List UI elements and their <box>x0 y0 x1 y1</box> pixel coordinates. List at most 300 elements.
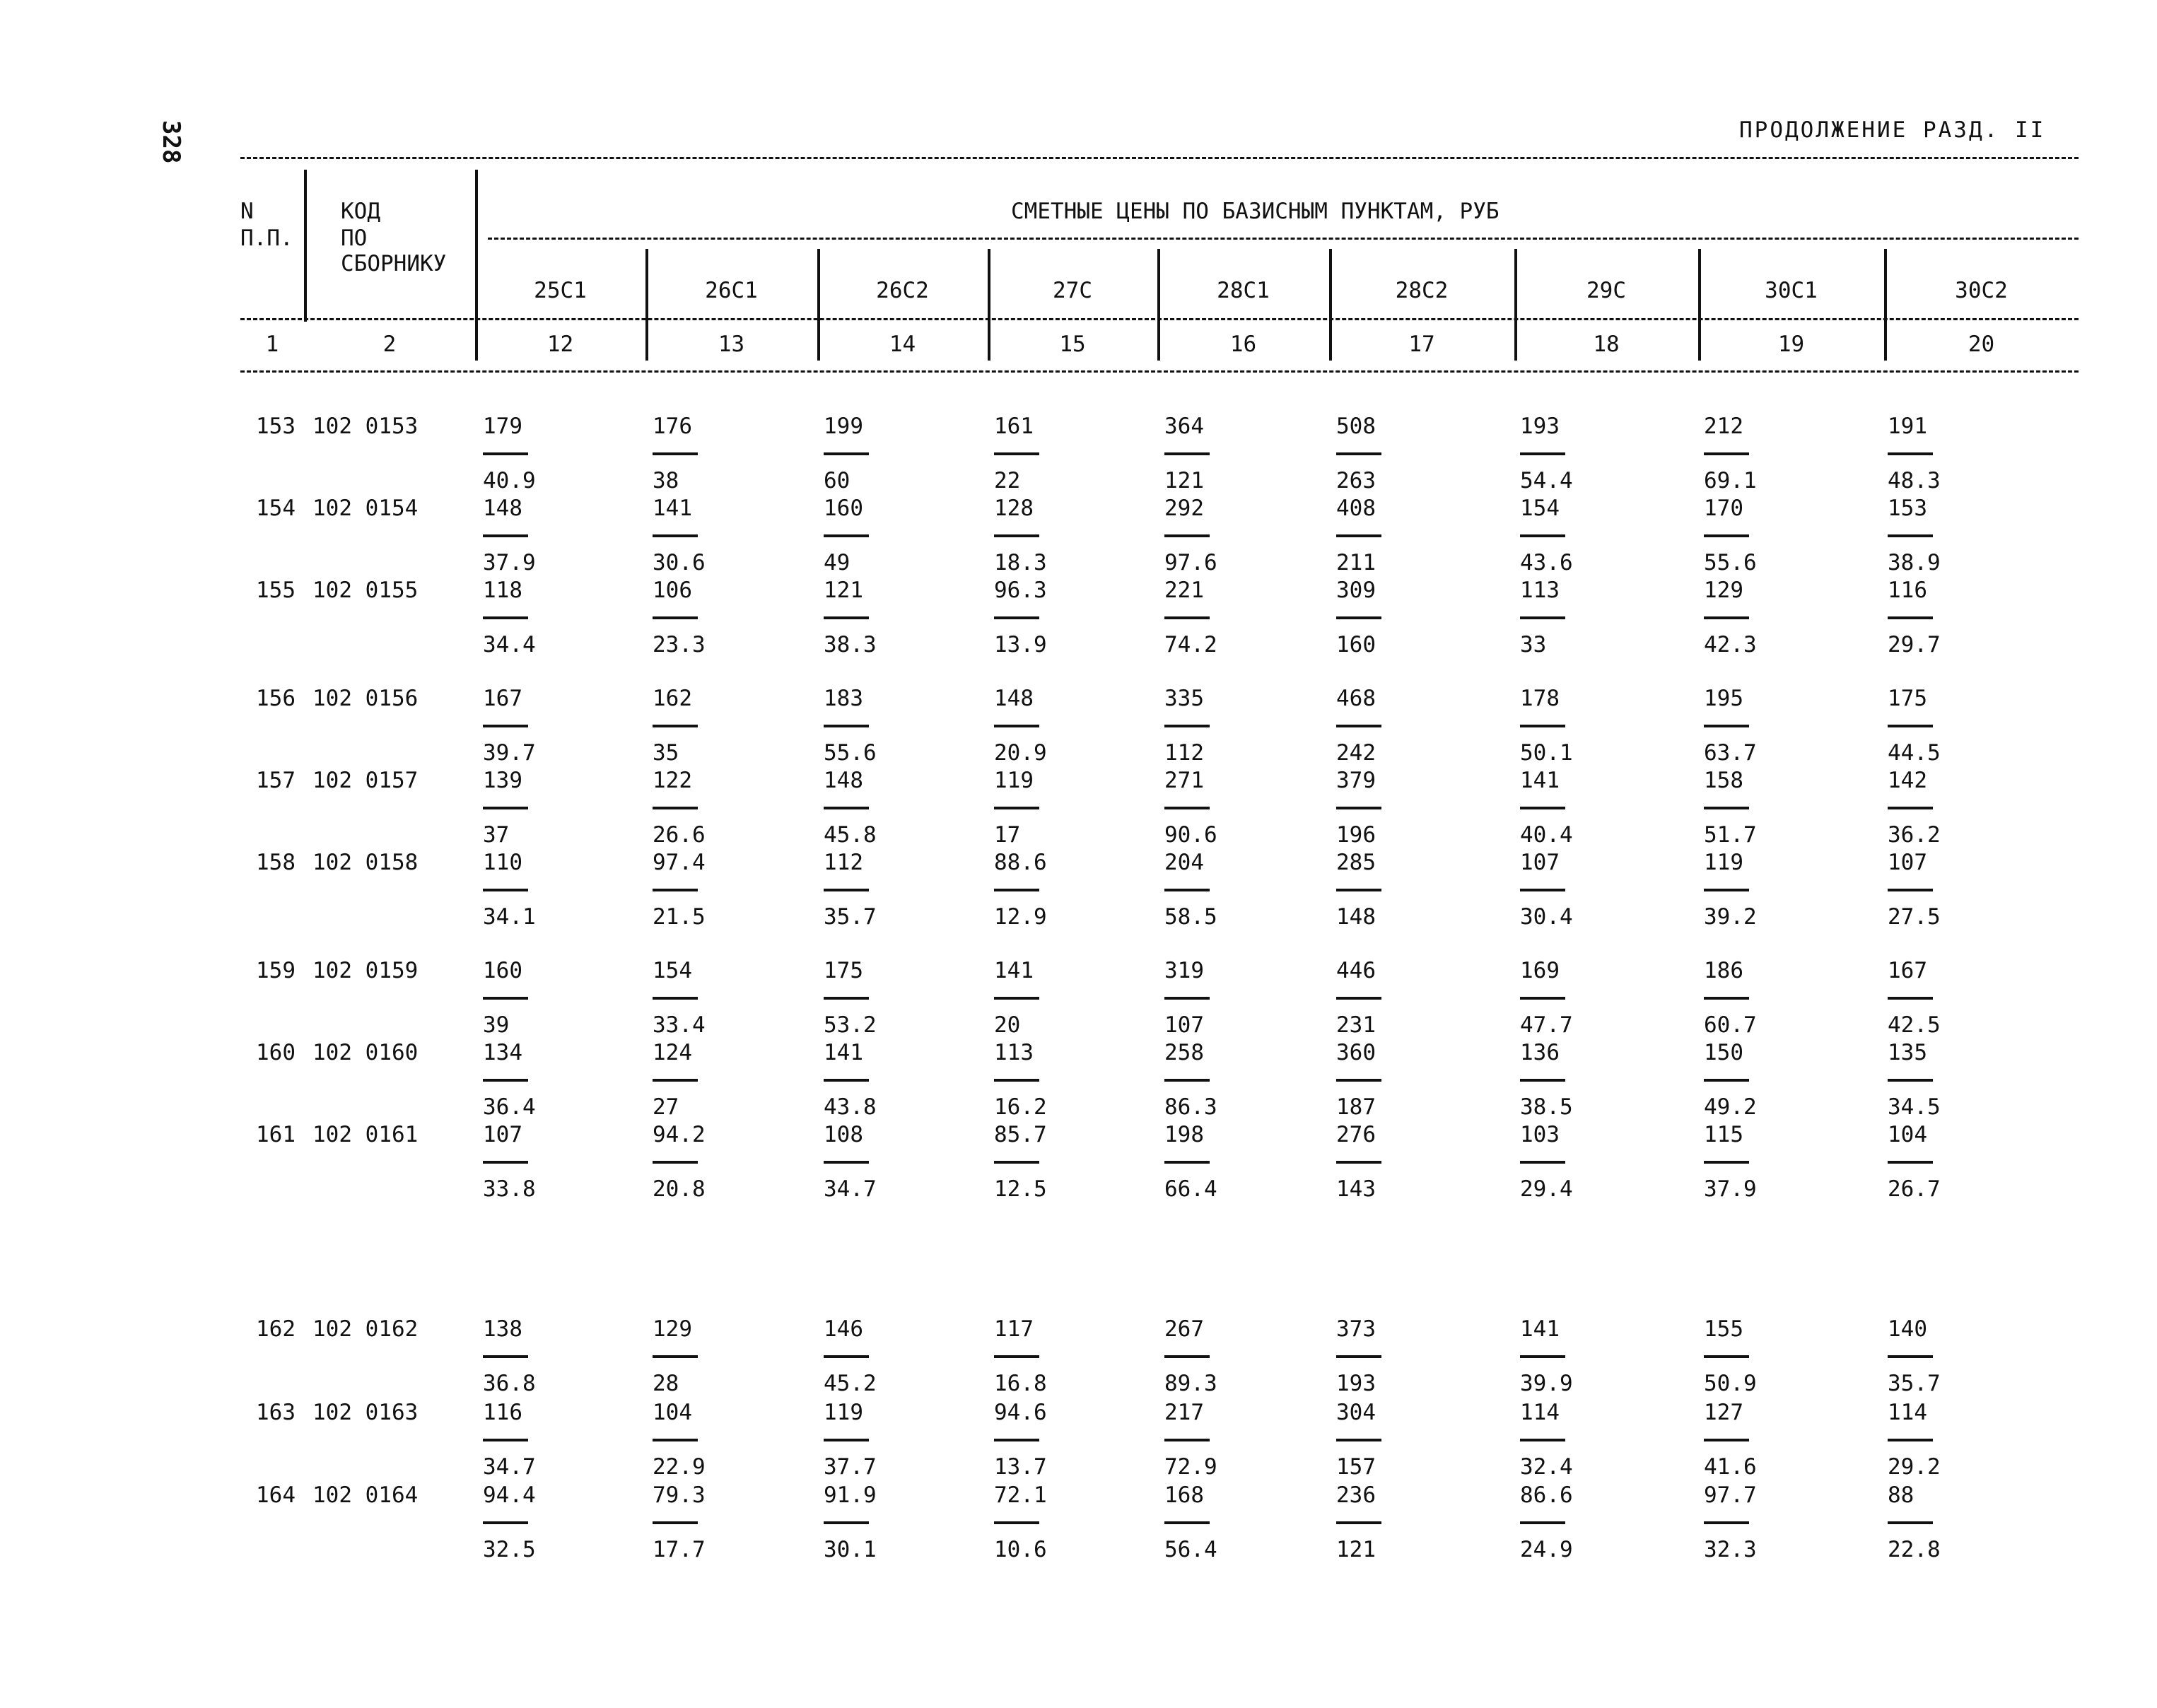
price-bottom-value: 263 <box>1336 468 1376 493</box>
price-bottom-value: 21.5 <box>653 904 706 930</box>
price-bottom-value: 34.7 <box>824 1176 877 1202</box>
price-bottom-value: 69.1 <box>1704 468 1757 493</box>
row-number: 157 <box>256 768 296 793</box>
price-top-value: 195 <box>1704 686 1743 711</box>
price-bottom-value: 29.7 <box>1888 632 1941 657</box>
price-bottom-value: 38.9 <box>1888 550 1941 575</box>
fraction-line <box>1164 807 1210 809</box>
price-bottom-value: 45.8 <box>824 822 877 848</box>
price-bottom-value: 28 <box>653 1371 679 1396</box>
point-header: 25С1 <box>534 278 587 303</box>
price-top-value: 97.7 <box>1704 1482 1757 1508</box>
row-number: 162 <box>256 1316 296 1342</box>
price-bottom-value: 13.7 <box>994 1454 1047 1480</box>
fraction-line <box>1520 1439 1565 1441</box>
price-top-value: 292 <box>1164 496 1204 521</box>
price-bottom-value: 193 <box>1336 1371 1376 1396</box>
fraction-line <box>1164 616 1210 619</box>
row-code: 102 0163 <box>312 1400 419 1425</box>
price-top-value: 191 <box>1888 414 1927 439</box>
price-bottom-value: 42.5 <box>1888 1012 1941 1038</box>
price-bottom-value: 196 <box>1336 822 1376 848</box>
price-top-value: 119 <box>994 768 1034 793</box>
price-bottom-value: 16.8 <box>994 1371 1047 1396</box>
row-code: 102 0158 <box>312 850 419 875</box>
price-top-value: 508 <box>1336 414 1376 439</box>
fraction-line <box>1520 889 1565 891</box>
fraction-line <box>653 725 698 727</box>
fraction-line <box>1888 1161 1933 1164</box>
fraction-line <box>824 1079 869 1082</box>
row-number: 159 <box>256 958 296 983</box>
price-bottom-value: 29.2 <box>1888 1454 1941 1480</box>
column-number: 20 <box>1968 332 1995 357</box>
price-bottom-value: 89.3 <box>1164 1371 1217 1396</box>
price-top-value: 112 <box>824 850 863 875</box>
price-top-value: 153 <box>1888 496 1927 521</box>
fraction-line <box>483 1521 528 1524</box>
price-bottom-value: 27 <box>653 1094 679 1120</box>
price-bottom-value: 30.1 <box>824 1537 877 1562</box>
price-bottom-value: 41.6 <box>1704 1454 1757 1480</box>
fraction-line <box>1888 807 1933 809</box>
fraction-line <box>1520 1161 1565 1164</box>
fraction-line <box>1888 616 1933 619</box>
price-bottom-value: 22.9 <box>653 1454 706 1480</box>
price-top-value: 468 <box>1336 686 1376 711</box>
row-code: 102 0155 <box>312 578 419 603</box>
price-top-value: 276 <box>1336 1122 1376 1147</box>
price-top-value: 141 <box>994 958 1034 983</box>
price-bottom-value: 50.1 <box>1520 740 1573 766</box>
row-number: 154 <box>256 496 296 521</box>
price-top-value: 96.3 <box>994 578 1047 603</box>
column-number: 12 <box>546 332 574 357</box>
fraction-line <box>994 889 1039 891</box>
price-top-value: 154 <box>653 958 692 983</box>
price-top-value: 168 <box>1164 1482 1204 1508</box>
fraction-line <box>1704 1161 1749 1164</box>
fraction-line <box>824 534 869 537</box>
price-bottom-value: 60.7 <box>1704 1012 1757 1038</box>
page-number: 328 <box>157 120 185 164</box>
price-bottom-value: 90.6 <box>1164 822 1217 848</box>
price-bottom-value: 10.6 <box>994 1537 1047 1562</box>
fraction-line <box>824 452 869 455</box>
header-top-rule <box>240 157 2079 159</box>
price-top-value: 141 <box>653 496 692 521</box>
price-bottom-value: 12.5 <box>994 1176 1047 1202</box>
fraction-line <box>1888 1079 1933 1082</box>
price-bottom-value: 33.8 <box>483 1176 536 1202</box>
price-bottom-value: 56.4 <box>1164 1537 1217 1562</box>
price-bottom-value: 39.2 <box>1704 904 1757 930</box>
price-top-value: 335 <box>1164 686 1204 711</box>
row-code: 102 0154 <box>312 496 419 521</box>
fraction-line <box>1164 452 1210 455</box>
fraction-line <box>483 1439 528 1441</box>
price-bottom-value: 49.2 <box>1704 1094 1757 1120</box>
fraction-line <box>1336 616 1381 619</box>
price-top-value: 186 <box>1704 958 1743 983</box>
price-top-value: 148 <box>483 496 522 521</box>
price-bottom-value: 29.4 <box>1520 1176 1573 1202</box>
price-bottom-value: 187 <box>1336 1094 1376 1120</box>
fraction-line <box>1704 616 1749 619</box>
fraction-line <box>1164 889 1210 891</box>
price-top-value: 148 <box>824 768 863 793</box>
price-bottom-value: 231 <box>1336 1012 1376 1038</box>
price-bottom-value: 66.4 <box>1164 1176 1217 1202</box>
price-top-value: 150 <box>1704 1040 1743 1065</box>
price-bottom-value: 39.9 <box>1520 1371 1573 1396</box>
price-top-value: 160 <box>824 496 863 521</box>
price-bottom-value: 34.5 <box>1888 1094 1941 1120</box>
price-top-value: 141 <box>1520 768 1560 793</box>
fraction-line <box>1888 1355 1933 1358</box>
price-bottom-value: 143 <box>1336 1176 1376 1202</box>
fraction-line <box>1520 452 1565 455</box>
price-bottom-value: 74.2 <box>1164 632 1217 657</box>
price-top-value: 115 <box>1704 1122 1743 1147</box>
fraction-line <box>483 534 528 537</box>
column-number: 18 <box>1593 332 1620 357</box>
price-top-value: 85.7 <box>994 1122 1047 1147</box>
price-bottom-value: 38 <box>653 468 679 493</box>
point-header: 27С <box>1053 278 1092 303</box>
fraction-line <box>824 616 869 619</box>
fraction-line <box>653 997 698 1000</box>
point-header: 30С1 <box>1765 278 1818 303</box>
price-bottom-value: 13.9 <box>994 632 1047 657</box>
fraction-line <box>824 1439 869 1441</box>
fraction-line <box>1704 1355 1749 1358</box>
price-top-value: 379 <box>1336 768 1376 793</box>
price-top-value: 285 <box>1336 850 1376 875</box>
fraction-line <box>1336 725 1381 727</box>
fraction-line <box>1888 1521 1933 1524</box>
price-top-value: 178 <box>1520 686 1560 711</box>
price-top-value: 167 <box>1888 958 1927 983</box>
price-top-value: 94.4 <box>483 1482 536 1508</box>
fraction-line <box>1164 534 1210 537</box>
price-top-value: 139 <box>483 768 522 793</box>
prices-title: СМЕТНЫЕ ЦЕНЫ ПО БАЗИСНЫМ ПУНКТАМ, РУБ <box>1011 199 1500 224</box>
row-number: 163 <box>256 1400 296 1425</box>
price-top-value: 408 <box>1336 496 1376 521</box>
fraction-line <box>483 616 528 619</box>
fraction-line <box>1888 452 1933 455</box>
price-bottom-value: 35.7 <box>824 904 877 930</box>
fraction-line <box>1336 1521 1381 1524</box>
fraction-line <box>994 452 1039 455</box>
price-top-value: 175 <box>824 958 863 983</box>
fraction-line <box>1704 534 1749 537</box>
price-bottom-value: 49 <box>824 550 850 575</box>
fraction-line <box>1336 534 1381 537</box>
price-top-value: 129 <box>1704 578 1743 603</box>
col-code-label: ПО <box>341 226 368 251</box>
price-bottom-value: 36.4 <box>483 1094 536 1120</box>
price-top-value: 258 <box>1164 1040 1204 1065</box>
price-bottom-value: 121 <box>1164 468 1204 493</box>
fraction-line <box>994 1521 1039 1524</box>
price-bottom-value: 40.9 <box>483 468 536 493</box>
price-bottom-value: 20.9 <box>994 740 1047 766</box>
price-bottom-value: 37.7 <box>824 1454 877 1480</box>
row-code: 102 0164 <box>312 1482 419 1508</box>
price-bottom-value: 107 <box>1164 1012 1204 1038</box>
price-top-value: 110 <box>483 850 522 875</box>
price-top-value: 122 <box>653 768 692 793</box>
column-number: 13 <box>718 332 745 357</box>
price-bottom-value: 37.9 <box>483 550 536 575</box>
col-code-label: СБОРНИКУ <box>341 251 447 276</box>
row-code: 102 0159 <box>312 958 419 983</box>
price-bottom-value: 20 <box>994 1012 1021 1038</box>
price-top-value: 91.9 <box>824 1482 877 1508</box>
row-code: 102 0160 <box>312 1040 419 1065</box>
price-top-value: 193 <box>1520 414 1560 439</box>
row-number: 158 <box>256 850 296 875</box>
price-bottom-value: 60 <box>824 468 850 493</box>
column-number: 2 <box>382 332 397 357</box>
price-bottom-value: 30.4 <box>1520 904 1573 930</box>
price-bottom-value: 12.9 <box>994 904 1047 930</box>
fraction-line <box>1704 889 1749 891</box>
fraction-line <box>483 1355 528 1358</box>
price-bottom-value: 37.9 <box>1704 1176 1757 1202</box>
price-top-value: 176 <box>653 414 692 439</box>
price-bottom-value: 40.4 <box>1520 822 1573 848</box>
price-top-value: 236 <box>1336 1482 1376 1508</box>
fraction-line <box>994 1355 1039 1358</box>
price-top-value: 119 <box>824 1400 863 1425</box>
fraction-line <box>994 1439 1039 1441</box>
price-bottom-value: 17 <box>994 822 1021 848</box>
fraction-line <box>1888 997 1933 1000</box>
fraction-line <box>653 889 698 891</box>
column-number: 1 <box>265 332 279 357</box>
price-bottom-value: 32.3 <box>1704 1537 1757 1562</box>
price-bottom-value: 18.3 <box>994 550 1047 575</box>
fraction-line <box>653 1521 698 1524</box>
point-header: 29С <box>1586 278 1626 303</box>
col-n-label: П.П. <box>240 226 293 251</box>
price-top-value: 128 <box>994 496 1034 521</box>
col-code-label: КОД <box>341 199 380 224</box>
price-bottom-value: 38.3 <box>824 632 877 657</box>
price-bottom-value: 47.7 <box>1520 1012 1573 1038</box>
row-number: 164 <box>256 1482 296 1508</box>
column-number: 14 <box>889 332 916 357</box>
fraction-line <box>1704 997 1749 1000</box>
fraction-line <box>1520 1355 1565 1358</box>
fraction-line <box>994 1161 1039 1164</box>
price-bottom-value: 24.9 <box>1520 1537 1573 1562</box>
price-top-value: 148 <box>994 686 1034 711</box>
price-bottom-value: 112 <box>1164 740 1204 766</box>
price-top-value: 104 <box>653 1400 692 1425</box>
point-header: 28С2 <box>1395 278 1449 303</box>
price-top-value: 364 <box>1164 414 1204 439</box>
price-top-value: 108 <box>824 1122 863 1147</box>
price-top-value: 169 <box>1520 958 1560 983</box>
price-top-value: 107 <box>1888 850 1927 875</box>
fraction-line <box>1164 1161 1210 1164</box>
price-top-value: 161 <box>994 414 1034 439</box>
row-number: 160 <box>256 1040 296 1065</box>
price-top-value: 116 <box>1888 578 1927 603</box>
price-bottom-value: 121 <box>1336 1537 1376 1562</box>
price-bottom-value: 42.3 <box>1704 632 1757 657</box>
fraction-line <box>653 1355 698 1358</box>
fraction-line <box>1888 725 1933 727</box>
price-bottom-value: 26.7 <box>1888 1176 1941 1202</box>
column-number: 17 <box>1408 332 1435 357</box>
fraction-line <box>1520 534 1565 537</box>
price-top-value: 72.1 <box>994 1482 1047 1508</box>
price-bottom-value: 16.2 <box>994 1094 1047 1120</box>
fraction-line <box>1520 725 1565 727</box>
price-top-value: 204 <box>1164 850 1204 875</box>
price-bottom-value: 44.5 <box>1888 740 1941 766</box>
price-top-value: 162 <box>653 686 692 711</box>
fraction-line <box>824 1355 869 1358</box>
row-code: 102 0157 <box>312 768 419 793</box>
fraction-line <box>824 1161 869 1164</box>
fraction-line <box>824 725 869 727</box>
price-top-value: 106 <box>653 578 692 603</box>
point-header: 28С1 <box>1217 278 1270 303</box>
row-code: 102 0161 <box>312 1122 419 1147</box>
price-top-value: 198 <box>1164 1122 1204 1147</box>
fraction-line <box>994 807 1039 809</box>
price-top-value: 212 <box>1704 414 1743 439</box>
price-bottom-value: 22.8 <box>1888 1537 1941 1562</box>
fraction-line <box>1164 1355 1210 1358</box>
fraction-line <box>994 725 1039 727</box>
price-bottom-value: 17.7 <box>653 1537 706 1562</box>
fraction-line <box>994 997 1039 1000</box>
fraction-line <box>483 889 528 891</box>
column-number: 16 <box>1229 332 1257 357</box>
price-top-value: 104 <box>1888 1122 1927 1147</box>
price-bottom-value: 43.6 <box>1520 550 1573 575</box>
price-bottom-value: 36.8 <box>483 1371 536 1396</box>
section-title: ПРОДОЛЖЕНИЕ РАЗД. II <box>1739 117 2046 143</box>
price-top-value: 94.6 <box>994 1400 1047 1425</box>
fraction-line <box>1520 1521 1565 1524</box>
price-bottom-value: 27.5 <box>1888 904 1941 930</box>
price-bottom-value: 32.5 <box>483 1537 536 1562</box>
price-top-value: 217 <box>1164 1400 1204 1425</box>
price-top-value: 134 <box>483 1040 522 1065</box>
price-top-value: 88 <box>1888 1482 1915 1508</box>
fraction-line <box>1336 1355 1381 1358</box>
fraction-line <box>1888 889 1933 891</box>
fraction-line <box>1164 1439 1210 1441</box>
fraction-line <box>653 616 698 619</box>
price-top-value: 154 <box>1520 496 1560 521</box>
price-top-value: 88.6 <box>994 850 1047 875</box>
col-n-label: N <box>240 199 254 224</box>
price-top-value: 373 <box>1336 1316 1376 1342</box>
price-top-value: 319 <box>1164 958 1204 983</box>
price-top-value: 113 <box>1520 578 1560 603</box>
fraction-line <box>824 997 869 1000</box>
price-bottom-value: 97.6 <box>1164 550 1217 575</box>
point-header: 26С2 <box>876 278 929 303</box>
fraction-line <box>483 807 528 809</box>
price-bottom-value: 34.7 <box>483 1454 536 1480</box>
row-code: 102 0162 <box>312 1316 419 1342</box>
row-number: 153 <box>256 414 296 439</box>
price-top-value: 107 <box>483 1122 522 1147</box>
price-bottom-value: 211 <box>1336 550 1376 575</box>
price-top-value: 124 <box>653 1040 692 1065</box>
fraction-line <box>653 1439 698 1441</box>
price-bottom-value: 22 <box>994 468 1021 493</box>
price-bottom-value: 148 <box>1336 904 1376 930</box>
header-rule <box>488 238 2079 240</box>
price-top-value: 155 <box>1704 1316 1743 1342</box>
fraction-line <box>1164 1079 1210 1082</box>
price-bottom-value: 160 <box>1336 632 1376 657</box>
price-top-value: 94.2 <box>653 1122 706 1147</box>
price-bottom-value: 55.6 <box>824 740 877 766</box>
price-bottom-value: 51.7 <box>1704 822 1757 848</box>
price-top-value: 267 <box>1164 1316 1204 1342</box>
price-bottom-value: 32.4 <box>1520 1454 1573 1480</box>
price-top-value: 446 <box>1336 958 1376 983</box>
row-number: 161 <box>256 1122 296 1147</box>
price-bottom-value: 55.6 <box>1704 550 1757 575</box>
price-bottom-value: 54.4 <box>1520 468 1573 493</box>
fraction-line <box>1164 997 1210 1000</box>
price-top-value: 221 <box>1164 578 1204 603</box>
price-top-value: 103 <box>1520 1122 1560 1147</box>
row-code: 102 0153 <box>312 414 419 439</box>
price-bottom-value: 58.5 <box>1164 904 1217 930</box>
fraction-line <box>483 1161 528 1164</box>
point-header: 30С2 <box>1955 278 2008 303</box>
fraction-line <box>1336 889 1381 891</box>
price-bottom-value: 43.8 <box>824 1094 877 1120</box>
price-top-value: 309 <box>1336 578 1376 603</box>
row-number: 156 <box>256 686 296 711</box>
price-bottom-value: 26.6 <box>653 822 706 848</box>
fraction-line <box>653 807 698 809</box>
price-top-value: 141 <box>1520 1316 1560 1342</box>
price-top-value: 116 <box>483 1400 522 1425</box>
fraction-line <box>1704 452 1749 455</box>
price-top-value: 146 <box>824 1316 863 1342</box>
fraction-line <box>1888 534 1933 537</box>
price-top-value: 170 <box>1704 496 1743 521</box>
price-top-value: 360 <box>1336 1040 1376 1065</box>
fraction-line <box>1336 807 1381 809</box>
price-top-value: 142 <box>1888 768 1927 793</box>
price-bottom-value: 33 <box>1520 632 1547 657</box>
fraction-line <box>994 616 1039 619</box>
price-top-value: 175 <box>1888 686 1927 711</box>
header-divider <box>304 170 307 322</box>
fraction-line <box>1704 1439 1749 1441</box>
price-bottom-value: 38.5 <box>1520 1094 1573 1120</box>
price-top-value: 136 <box>1520 1040 1560 1065</box>
fraction-line <box>994 534 1039 537</box>
